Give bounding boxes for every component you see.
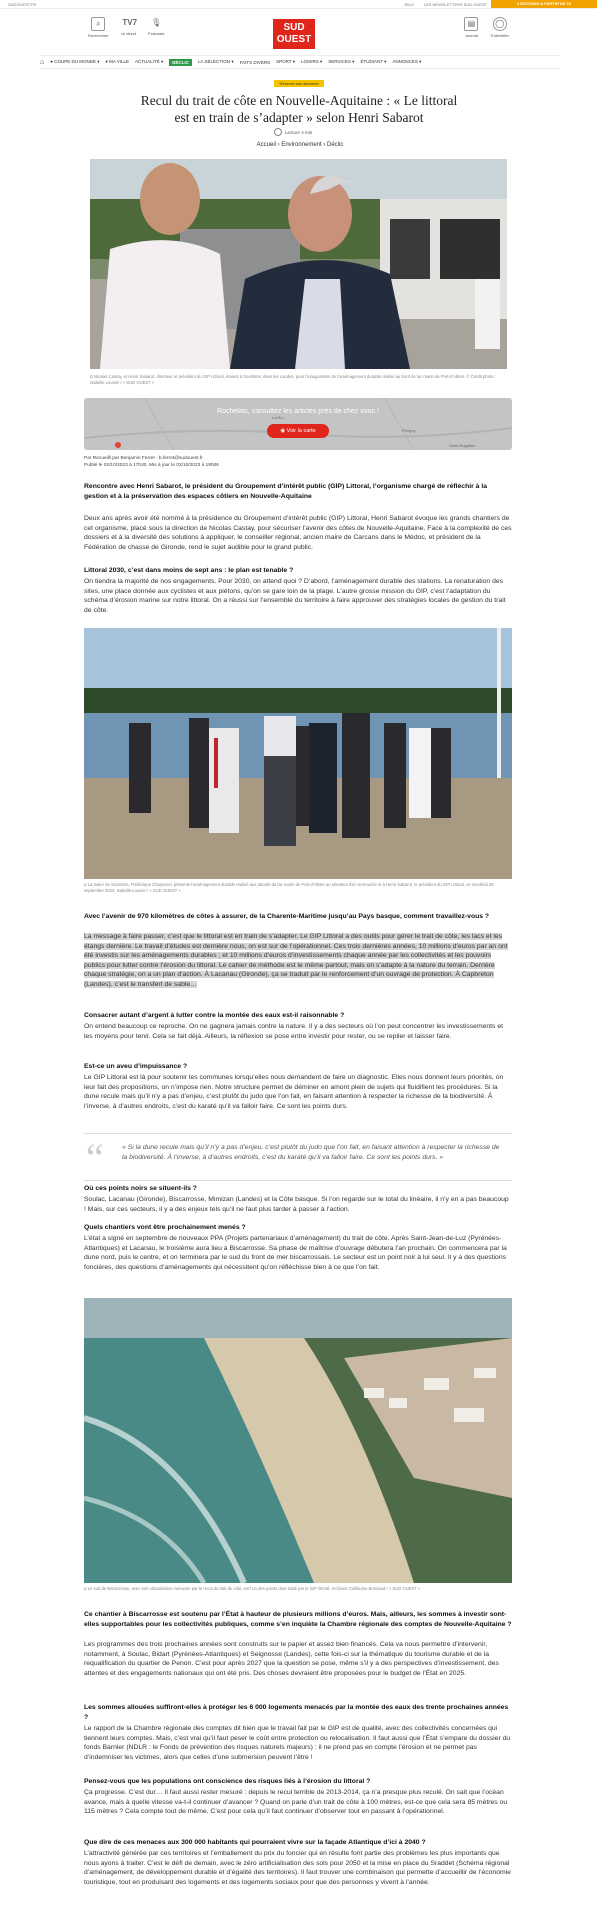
photo-2-image [84, 628, 512, 879]
location-pin-icon: ◉ [280, 428, 287, 434]
photo-2-caption: ◘ La maire de Soustons, Frédérique Charpenel, présente l’aménagement durable réalisé aux abords du lac marin de Port-d’Albret au sénateur Éric Kerrouche et à Henri Sabarot, le président du GIP Littoral, ce vendredi 29 septembre 2023. Isabelle Louvier / « SUD OUEST » [84, 882, 494, 893]
header-right-icons [464, 17, 509, 38]
site-logo[interactable]: SUD OUEST [273, 19, 315, 49]
answer-2 [84, 932, 512, 990]
header-left-icons [88, 17, 164, 38]
site-header [0, 9, 597, 51]
podcasts-label: Podcasts [148, 31, 165, 36]
journal-label: Journal [464, 33, 478, 38]
podcasts-button[interactable] [148, 17, 164, 38]
author-line[interactable]: Par Recueilli par Benjamin Ferret - b.ferret@sudouest.fr [84, 456, 203, 461]
subscribe-promo-button[interactable]: 3 ÉDITIONS À PARTIR DE 1€ [491, 0, 597, 8]
article-title: Recul du trait de côte en Nouvelle-Aquitaine : « Le littoral est en train de s’adapter » selon Henri Sabarot [140, 93, 458, 125]
pull-quote [84, 1133, 512, 1181]
see-map-button[interactable]: ◉ Voir la carte [267, 424, 329, 438]
paragraph-1: Deux ans après avoir été nommé à la présidence du Groupement d’intérêt public (GIP) Littoral, Henri Sabarot évoque les grands chantiers de cet organisme, placé sous la direction de Nicolas Castay, pour sécuriser l’avenir des côtes de Nouvelle-Aquitaine. Face à la complexité de ces dossiers et à la diversité des solutions à appliquer, le conseiller régional, ancien maire de Carcans dans le Médoc, et président de la Fédération de chasse de Gironde, rend le sujet audible pour le grand public. [84, 515, 512, 551]
nav-item-coupe-du-monde[interactable]: ● COUPE DU MONDE ▾ [50, 59, 100, 64]
photo-1-caption: ◘ Nicolas Castay, et Henri Sabarot, directeur et président du GIP Littoral, étaient à Soustons, dans les Landes, pour l’inauguration de l’aménagement durable réalisé au bord de lac marin de Port-d’Albret. © Crédit photo : Isabelle Louvier / « SUD OUEST » [90, 374, 496, 385]
games-link[interactable]: JEUX [403, 2, 414, 7]
pull-quote-text: « Si la dune recule mais qu’il n’y a pas d’enjeu, c’est plutôt du judo que l’on fait, en faisant attention à respecter la richesse de la biodiversité. À l’inverse, à d’autres endroits, c’est du karaté qu’il va falloir faire. Ce sont les points durs. » [122, 1144, 500, 1161]
mic-icon: 🎙 [151, 18, 162, 27]
question-6: Quels chantiers vont être prochainement menés ? [84, 1224, 246, 1231]
user-icon: ◯ [493, 17, 507, 31]
article-photo-2[interactable] [84, 628, 512, 879]
quote-mark-icon: “ [86, 1135, 104, 1180]
nav-item-ma-ville[interactable]: ▾ MA VILLE [105, 59, 130, 64]
nav-item-sport[interactable]: SPORT ▾ [276, 59, 295, 64]
search-icon: ⌕ [91, 17, 105, 31]
read-time [274, 128, 312, 136]
map-promo-text: Rochelais, consultez les articles près de chez vous ! [217, 408, 379, 415]
article-photo-1[interactable] [90, 159, 507, 369]
journal-button[interactable] [464, 17, 478, 38]
read-time-label: Lecture 4 min [285, 129, 313, 135]
answer-7: Les programmes des trois prochaines années sont construits sur le papier et assez bien financés. Cela va nous permettre d’intervenir, notamment, à Soulac, Bidart (Pyrénées-Atlantiques) et Seignosse (Landes), cette fois-ci sur la thématique du tourisme durable et de la requalification du quartier de Penon. C’est pour après 2027 que la question se pose, même s’il y a des perspectives d’investissement, des attentes et des engagements nationaux qui ont été pris. Des choses devraient être proposées pour le budget de l’État en 2025. [84, 1641, 499, 1677]
answer-10: L’attractivité générée par ces territoires et l’emballement du prix du foncier qui en résulte font partie des problèmes les plus importants que nous ayons à traiter. C’est le défi de demain, avec le zéro artificialisation des sols pour 2050 et la mise en place du Sraddet (Schéma régional d’aménagement, de développement durable et d’égalité des territoires). Il faut trouver une combinaison qui permette d’accueillir de l’économie touristique, tout en produisant des logements et des logements sociaux pour que des personnes y vivent à l’année. [84, 1850, 511, 1886]
newspaper-icon: ▤ [464, 17, 478, 31]
question-7: Ce chantier à Biscarrosse est soutenu par l’État à hauteur de plusieurs millions d’euros. Mais, ailleurs, les sommes à investir sont-elles supportables pour les collectivités publiques, comme s’en inquiète la Chambre régionale des comptes de Nouvelle-Aquitaine ? [84, 1611, 512, 1628]
answer-6: L’état a signé en septembre de nouveaux PPA (Projets partenariaux d’aménagement) du trait de côte. Après Saint-Jean-de-Luz (Pyrénées-Atlantiques) et Lacanau, le troisième aura lieu à Biscarrosse. Sa phase de maîtrise d’ouvrage débutera l’an prochain. On commencera par la dune nord, puis le centre, et on terminera par le sud du front de mer biscarrossais. Le secteur est un point noir à lui seul. Il y a des questions foncières, des questions d’aménagements qui nécessitent qu’on réfléchisse bien à ce que l’on fait. [84, 1235, 507, 1271]
photo-3-image [84, 1298, 512, 1583]
answer-2-highlight: La message à faire passer, c’est que le littoral est en train de s’adapter. Le GIP Littoral a des outils pour gérer le trait de côte, les lacs et les étangs dernière. Le travail d’études est dernière nous, on est sur de l’opérationnel. Ces trois dernières années, 10 millions d’euros par an ont été investis sur les aménagements durables ; et 10 millions d’euros d’investissements chaque année par les collectivités et les pouvoirs publics pour lutter contre l’érosion du littoral. Le cahier de méthode est le même partout, mais on s’adapte à la nature du terrain. Derrière chaque stratégie, on a un plan d’action. À Lacanau (Gironde), ça se traduit par le renforcement d’un ouvrage de protection. À Capbreton (Landes), c’est le transfert de sable… [84, 933, 508, 988]
tv-icon: TV7 [122, 18, 138, 27]
site-name[interactable]: SUDOUEST.FR [8, 2, 37, 7]
question-3: Consacrer autant d’argent à lutter contre la montée des eaux est-il raisonnable ? [84, 1012, 345, 1019]
photo-1-image [90, 159, 507, 369]
breadcrumb[interactable]: Accueil › Environnement › Déclic [256, 142, 344, 148]
camera-icon: ◘ [90, 374, 94, 379]
map-label-perigny: Périgny [402, 428, 416, 433]
photo-3-caption: ◘ Le sud de Biscarrosse, avec son urbanisation menacée par le recul du trait de côte, est l’un des points durs traité par le GIP littoral. Archives Guillaume Bonnaud / « SUD OUEST » [84, 1586, 421, 1591]
question-4: Est-ce un aveu d’impuissance ? [84, 1063, 188, 1070]
nav-item-declic[interactable]: DÉCLIC [169, 59, 192, 66]
top-links [404, 2, 487, 7]
publish-date: Publié le 02/10/2023 à 17h30. Mis à jour le 02/10/2023 à 19h06 [84, 462, 219, 468]
map-label-saint-rogatien: Saint-Rogatien [449, 443, 476, 448]
camera-icon: ◘ [84, 1586, 88, 1591]
home-icon[interactable]: ⌂ [40, 58, 45, 66]
question-1: Littoral 2030, c’est dans moins de sept ans : le plan est tenable ? [84, 567, 294, 574]
camera-icon: ◘ [84, 882, 88, 887]
article-photo-3[interactable] [84, 1298, 512, 1583]
answer-4: Le GIP Littoral est là pour soutenir les communes lorsqu’elles nous demandent de faire un diagnostic. Elles nous donnent leurs priorités, on leur fait des propositions, on n’impose rien. Notre structure permet de déminer en amont plein de sujets qui fluidifient les procédures. Si la dune recule mais qu’il n’y a pas d’enjeu, c’est plutôt du judo que l’on fait, en faisant attention à respecter la richesse de la biodiversité. À l’inverse, à d’autres endroits, c’est du karaté qu’il va falloir faire. Ce sont les points durs. [84, 1074, 504, 1110]
subscriber-badge: Réservé aux abonnés [274, 80, 324, 87]
map-label-la-rochelle: La Ro… [272, 415, 287, 420]
nav-item-etudiant[interactable]: ÉTUDIANT ▾ [360, 59, 387, 64]
live-label: Le direct [120, 31, 137, 36]
question-5: Où ces points noirs se situent-ils ? [84, 1185, 197, 1192]
login-label: S'identifier [490, 33, 509, 38]
nav-item-annonces[interactable]: ANNONCES ▾ [392, 59, 422, 64]
search-button[interactable] [88, 17, 109, 38]
nav-item-services[interactable]: SERVICES ▾ [328, 59, 355, 64]
answer-8: Le rapport de la Chambre régionale des comptes dit bien que le travail fait par le GIP est de qualité, avec des collectivités concernées qui tiennent leurs comptes. Mais, c’est vrai qu’il faut peser le coût entre protection ou relocalisation. Il faut aussi que l’État s’empare du dossier du fonds Barnier (NDLR : le Fonds de prévention des risques naturels majeurs) : il ne prend pas en compte l’érosion et ne permet pas d’indemniser les victimes, alors que celles d’une submersion peuvent l’être ! [84, 1725, 511, 1761]
top-strip [0, 0, 597, 9]
nav-item-actualite[interactable]: ACTUALITÉ ▾ [135, 59, 164, 64]
question-8: Les sommes allouées suffiront-elles à protéger les 6 000 logements menacés par la montée des eaux des trente prochaines années ? [84, 1704, 509, 1721]
main-nav [40, 55, 560, 69]
clock-icon [274, 128, 282, 136]
live-button[interactable] [121, 17, 136, 38]
question-2: Avec l’avenir de 970 kilomètres de côtes à assurer, de la Charente-Maritime jusqu’au Pays basque, comment travaillez-vous ? [84, 913, 490, 920]
search-label: Rechercher [88, 33, 109, 38]
nearby-articles-map[interactable] [84, 398, 512, 450]
answer-5: Soulac, Lacanau (Gironde), Biscarrosse, Mimizan (Landes) et la Côte basque. Si l’on regarde sur le total du linéaire, il n’y en a pas beaucoup ! Mais, sur ces secteurs, il y a des enjeux tels qu’il ne faut plus tarder à passer à l’action. [84, 1196, 509, 1213]
answer-3: On entend beaucoup ce reproche. On ne gagnera jamais contre la nature. Il y a des secteurs où l’on peut concentrer les investissements et les moyens pour tenir. Cela se fait déjà. Ailleurs, la réflexion se pose entre investir pour rester, ou se replier et laisser faire. [84, 1023, 504, 1040]
question-9: Pensez-vous que les populations ont conscience des risques liés à l’érosion du littoral ? [84, 1778, 371, 1785]
nav-item-faits-divers[interactable]: FAITS DIVERS [239, 59, 271, 65]
author-block [84, 456, 219, 469]
nav-item-loisirs[interactable]: LOISIRS ▾ [300, 59, 323, 64]
question-10: Que dire de ces menaces aux 300 000 habitants qui pourraient vivre sur la façade Atlantique d’ici à 2040 ? [84, 1839, 426, 1846]
answer-9: Ça progresse. C’est dur… Il faut aussi rester mesuré : depuis le recul terrible de 2013-2014, ça n’a presque plus reculé. On sait que l’océan avance, mais à quelle vitesse va-t-il continuer d’avancer ? Quand on parle d’un trait de côte à 100 mètres, est-ce que cela sera 85 mètres ou 115 mètres ? Cela compte tout de même. C’est pour cela qu’il faut continuer d’observer tout en passant à l’opérationnel. [84, 1789, 508, 1816]
login-button[interactable] [490, 17, 509, 38]
nav-item-selection[interactable]: LA SÉLECTION ▾ [198, 59, 234, 64]
newsletters-link[interactable]: LES NEWSLETTERS SUD OUEST [423, 2, 487, 7]
answer-1: On tiendra la majorité de nos engagements. Pour 2030, on attend quoi ? D’abord, l’aménagement durable des stations. La renaturation des sites, une place donnée aux cyclistes et aux piétons, qu’on se gare loin de la plage. L’autre grosse mission du GIP, c’est l’adaptation du schéma d’érosion marine sur notre littoral. On a réussi sur l’ensemble du territoire à faire approuver des stratégies locales de gestion du trait de côte. [84, 578, 506, 614]
article-lead: Rencontre avec Henri Sabarot, le président du Groupement d’intérêt public (GIP) Littoral, l’organisme chargé de réfléchir à la gestion et à la préservation des espaces côtiers en Nouvelle-Aquitaine [84, 483, 487, 500]
